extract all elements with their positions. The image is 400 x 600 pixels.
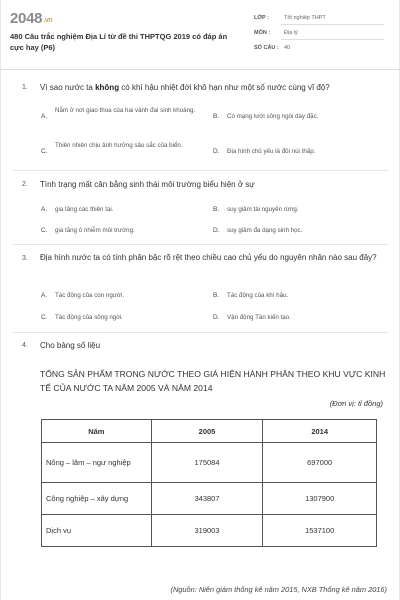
question-number: 4.: [22, 342, 28, 349]
option-letter: B.: [213, 206, 220, 213]
option-text: Tác động của sông ngòi.: [55, 314, 123, 321]
option-letter: B.: [213, 113, 220, 120]
table-cell: 697000: [263, 443, 377, 483]
question-text: Cho bảng số liệu: [40, 341, 101, 350]
option-text: Địa hình chủ yếu là đồi núi thấp.: [227, 148, 316, 155]
question-text-part: Vì sao nước ta: [40, 83, 96, 92]
table-cell: 1307900: [263, 483, 377, 515]
table-row: [42, 483, 377, 515]
option-letter: D.: [213, 148, 220, 155]
table-cell: 343807: [151, 483, 263, 515]
meta-label: MÔN :: [254, 30, 271, 36]
option-text: suy giảm đa dạng sinh học.: [227, 227, 303, 234]
option-letter: B.: [213, 292, 220, 299]
option-text: Có mạng lưới sông ngòi dày đặc.: [227, 113, 319, 120]
row-label: Công nghiệp – xây dựng: [42, 483, 152, 515]
option-letter: C.: [41, 314, 48, 321]
option-text: Tác động của con người.: [55, 292, 125, 299]
logo-suffix: .vn: [43, 17, 53, 24]
column-header: Năm: [42, 420, 152, 443]
data-table: [41, 419, 377, 547]
option-letter: C.: [41, 227, 48, 234]
page-header: [1, 0, 400, 70]
table-unit: (Đơn vị: tỉ đồng): [329, 399, 383, 408]
logo-text: 2048: [10, 10, 43, 27]
column-header: 2014: [263, 420, 377, 443]
meta-value: Tốt nghiệp THPT: [284, 15, 326, 21]
meta-label: LỚP :: [254, 15, 269, 21]
option-text: Thiên nhiên chịu ảnh hưởng sâu sắc của biển.: [55, 142, 183, 149]
row-label: Dịch vụ: [42, 515, 152, 547]
column-header: 2005: [151, 420, 263, 443]
question-number: 2.: [22, 181, 28, 188]
question-number: 1.: [22, 84, 28, 91]
option-letter: C.: [41, 148, 48, 155]
table-row: [42, 515, 377, 547]
page-title: 480 Câu trắc nghiệm Địa Lí từ đề thi THPTQG 2019 có đáp án cực hay (P6): [10, 32, 228, 52]
table-row: [42, 443, 377, 483]
meta-value: 40: [284, 45, 291, 51]
question-text: Địa hình nước ta có tính phân bậc rõ rệt theo chiều cao chủ yếu do nguyên nhân nào sau đây?: [40, 253, 377, 262]
option-letter: A.: [41, 292, 48, 299]
option-text: gia tăng ô nhiễm môi trường.: [55, 227, 135, 234]
question-text-emphasis: không: [95, 83, 120, 92]
option-text: suy giảm tài nguyên rừng.: [227, 206, 299, 213]
row-label: Nông – lâm – ngư nghiệp: [42, 443, 152, 483]
divider: [13, 244, 389, 245]
divider: [13, 332, 389, 333]
divider: [281, 24, 384, 25]
divider: [281, 39, 384, 40]
table-cell: 1537100: [263, 515, 377, 547]
option-letter: A.: [41, 206, 48, 213]
table-title: TỔNG SẢN PHẨM TRONG NƯỚC THEO GIÁ HIỆN HÀNH PHÂN THEO KHU VỰC KINH TẾ CỦA NƯỚC TA NĂM 2005 VÀ NĂM 2014: [40, 369, 386, 393]
table-cell: 175084: [151, 443, 263, 483]
option-letter: A.: [41, 113, 48, 120]
site-logo[interactable]: [10, 10, 52, 27]
option-text: gia tăng các thiên tai.: [55, 206, 114, 213]
meta-label: SỐ CÂU :: [254, 45, 279, 51]
table-header-row: [42, 420, 377, 443]
question-text: [40, 81, 385, 94]
option-text: Vận động Tân kiến tạo.: [227, 314, 291, 321]
question-text-part: có khí hậu nhiệt đới khô hạn như một số nước cùng vĩ độ?: [119, 83, 330, 92]
option-letter: D.: [213, 314, 220, 321]
option-text: Nằm ở nơi giao thoa của hai vành đai sinh khoáng.: [55, 107, 196, 114]
table-cell: 319003: [151, 515, 263, 547]
option-text: Tác động của khí hậu.: [227, 292, 289, 299]
divider: [13, 170, 389, 171]
option-letter: D.: [213, 227, 220, 234]
table-source: (Nguồn: Niên giám thống kê năm 2015, NXB Thống kê năm 2016): [170, 585, 387, 594]
question-text: Tình trạng mất cân bằng sinh thái môi trường biểu hiện ở sự: [40, 180, 255, 189]
meta-value: Địa lý: [284, 30, 298, 36]
question-number: 3.: [22, 255, 28, 262]
